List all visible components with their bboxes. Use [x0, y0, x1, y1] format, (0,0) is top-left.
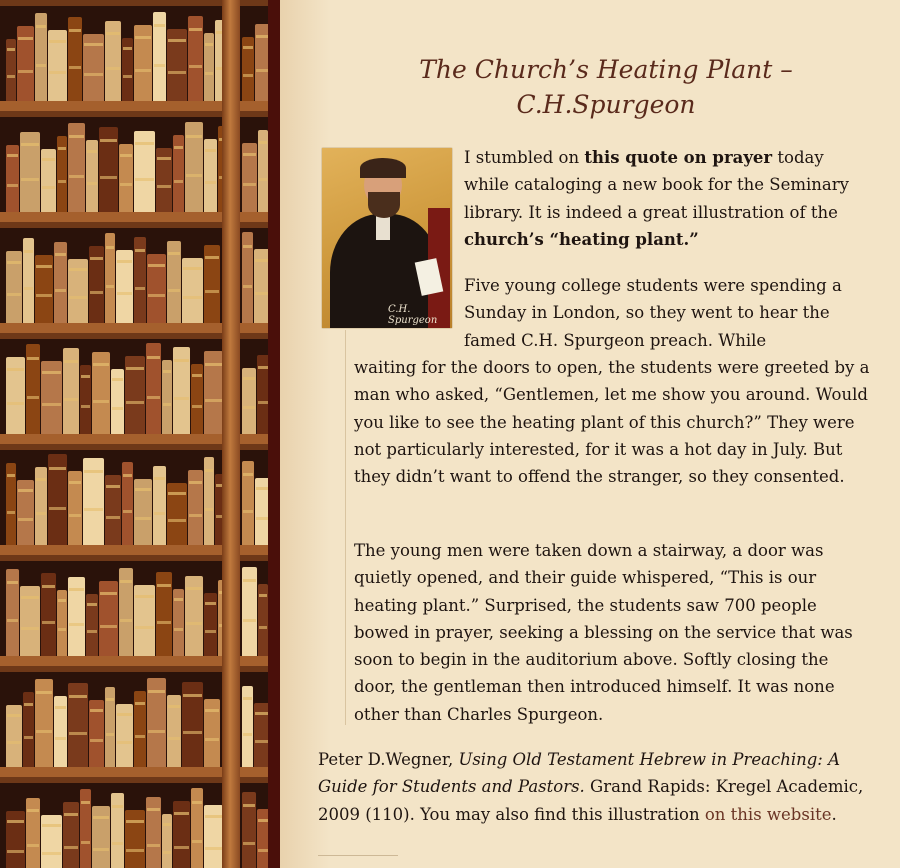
book-spine — [54, 696, 67, 767]
book-spine — [182, 682, 203, 767]
book-spine — [23, 238, 34, 323]
website-link[interactable]: on this website — [704, 804, 832, 824]
book-spine — [48, 30, 67, 101]
intro-bold-1: this quote on prayer — [584, 148, 773, 167]
book-spine — [6, 811, 25, 868]
book-spine — [146, 343, 161, 434]
book-spine — [20, 132, 40, 212]
book-spine — [242, 461, 254, 545]
book-spine — [86, 140, 98, 212]
book-spine — [6, 145, 19, 212]
book-spine — [125, 356, 145, 434]
book-spine — [147, 678, 166, 767]
book-spine — [68, 259, 88, 323]
book-spine — [57, 136, 67, 212]
book-spine — [156, 572, 172, 656]
book-spine — [146, 797, 161, 868]
book-spine — [242, 368, 256, 434]
book-spine — [6, 357, 25, 434]
book-spine — [92, 806, 110, 868]
book-spine — [156, 148, 172, 212]
book-spine — [162, 360, 172, 434]
book-spine — [188, 16, 203, 101]
book-spine — [35, 467, 47, 545]
portrait-beard — [368, 192, 400, 218]
book-spine — [255, 24, 268, 101]
book-spine — [6, 251, 22, 323]
book-spine — [204, 139, 217, 212]
book-spine — [6, 39, 16, 101]
book-spine — [80, 789, 91, 868]
book-spine — [162, 814, 172, 868]
bookshelf-background — [0, 0, 268, 868]
book-spine — [105, 475, 121, 545]
book-spine — [122, 462, 133, 545]
book-spine — [119, 144, 133, 212]
book-spine — [26, 344, 40, 434]
book-spine — [204, 351, 223, 434]
book-spine — [57, 590, 67, 656]
book-spine — [182, 258, 203, 323]
book-spine — [17, 480, 34, 545]
book-spine — [35, 679, 53, 767]
spurgeon-portrait-image — [322, 148, 452, 328]
book-spine — [242, 686, 253, 767]
citation-end: . — [831, 804, 837, 824]
book-spine — [134, 131, 155, 212]
book-spine — [80, 365, 91, 434]
book-spine — [185, 122, 203, 212]
book-spine — [68, 17, 82, 101]
book-spine — [92, 352, 110, 434]
book-spine — [119, 568, 133, 656]
intro-text-2: today while cataloging a new book for the Seminary library. It is indeed a great illustration of the — [464, 148, 849, 222]
book-spine — [153, 12, 166, 101]
book-spine — [204, 33, 214, 101]
book-spine — [134, 691, 146, 767]
book-spine — [89, 700, 104, 767]
book-spine — [134, 585, 155, 656]
shelf-upright — [222, 0, 240, 868]
book-spine — [167, 241, 181, 323]
book-spine — [86, 594, 98, 656]
book-spine — [20, 586, 40, 656]
book-spine — [26, 798, 40, 868]
book-spine — [242, 37, 254, 101]
citation-author: Peter D.Wegner, — [318, 750, 459, 769]
book-spine — [35, 255, 53, 323]
book-spine — [116, 704, 133, 767]
book-spine — [242, 567, 257, 656]
book-spine — [41, 815, 62, 868]
intro-paragraph — [464, 144, 869, 253]
book-spine — [258, 130, 268, 212]
citation-book-title: Using Old Testament Hebrew in Preaching: A Guide for Students and Pastors. — [318, 750, 840, 797]
book-spine — [105, 21, 121, 101]
book-spine — [105, 687, 115, 767]
book-spine — [105, 233, 115, 323]
book-spine — [167, 29, 187, 101]
story-paragraph-part2: waiting for the doors to open, the students were greeted by a man who asked, “Gentlemen, let me show you around. Would you like to see the heating plant of this church?” They were not particularly interested, for it was a hot day in July. But they didn’t want to offend the stranger, so they consented. — [354, 358, 870, 487]
book-spine — [242, 792, 256, 868]
dark-border-panel — [268, 0, 280, 868]
blockquote-rule — [345, 330, 346, 725]
book-spine — [242, 143, 257, 212]
book-spine — [68, 577, 85, 656]
book-spine — [89, 246, 104, 323]
book-spine — [35, 13, 47, 101]
book-spine — [23, 692, 34, 767]
book-spine — [167, 483, 187, 545]
book-spine — [41, 573, 56, 656]
book-spine — [153, 466, 166, 545]
book-spine — [6, 705, 22, 767]
book-spine — [188, 470, 203, 545]
book-spine — [54, 242, 67, 323]
book-spine — [173, 347, 190, 434]
book-spine — [48, 454, 67, 545]
story-paragraph-part1: Five young college students were spending a Sunday in London, so they went to hear the famed C.H. Spurgeon preach. While — [464, 276, 842, 350]
story-paragraph-2: The young men were taken down a stairway, a door was quietly opened, and their guide whispered, “This is our heating plant.” Surprised, the students saw 700 people bowed in prayer, seeking a blessing on the service that was soon to begin in the auditorium above. Softly closing the door, the gentleman then introduced himself. It was none other than Charles Spurgeon. — [354, 541, 853, 724]
book-spine — [134, 237, 146, 323]
citation-publisher: Grand Rapids: Kregel Academic, 2009 (110). You may also find this illustration — [318, 777, 864, 824]
book-spine — [68, 123, 85, 212]
book-spine — [99, 127, 118, 212]
book-spine — [254, 249, 268, 323]
post-title: The Church’s Heating Plant – C.H.Spurgeon — [419, 55, 793, 119]
book-spine — [255, 478, 268, 545]
book-spine — [204, 245, 220, 323]
book-spine — [83, 34, 104, 101]
book-spine — [63, 348, 79, 434]
book-spine — [17, 26, 34, 101]
book-spine — [242, 232, 253, 323]
citation-paragraph — [318, 746, 888, 828]
book-spine — [173, 589, 184, 656]
book-spine — [63, 802, 79, 868]
book-spine — [134, 479, 152, 545]
book-spine — [147, 254, 166, 323]
book-spine — [191, 788, 203, 868]
book-spine — [173, 135, 184, 212]
book-spine — [167, 695, 181, 767]
book-spine — [41, 361, 62, 434]
book-spine — [83, 458, 104, 545]
book-spine — [111, 793, 124, 868]
book-spine — [204, 593, 217, 656]
intro-text-1: I stumbled on — [464, 148, 585, 167]
book-spine — [134, 25, 152, 101]
book-spine — [122, 38, 133, 101]
book-spine — [68, 683, 88, 767]
portrait-signature: C.H. Spurgeon — [388, 304, 438, 326]
book-spine — [257, 355, 268, 434]
book-spine — [116, 250, 133, 323]
book-spine — [185, 576, 203, 656]
book-spine — [257, 809, 268, 868]
book-spine — [258, 584, 268, 656]
book-spine — [204, 699, 220, 767]
book-spine — [6, 569, 19, 656]
book-spine — [204, 805, 223, 868]
book-spine — [6, 463, 16, 545]
book-spine — [254, 703, 268, 767]
book-spine — [99, 581, 118, 656]
book-spine — [173, 801, 190, 868]
book-spine — [41, 149, 56, 212]
book-spine — [191, 364, 203, 434]
book-spine — [68, 471, 82, 545]
footer-divider — [318, 855, 398, 856]
book-spine — [111, 369, 124, 434]
intro-bold-2: church’s “heating plant.” — [464, 229, 699, 249]
book-spine — [125, 810, 145, 868]
portrait-hair — [360, 158, 406, 178]
book-spine — [204, 457, 214, 545]
